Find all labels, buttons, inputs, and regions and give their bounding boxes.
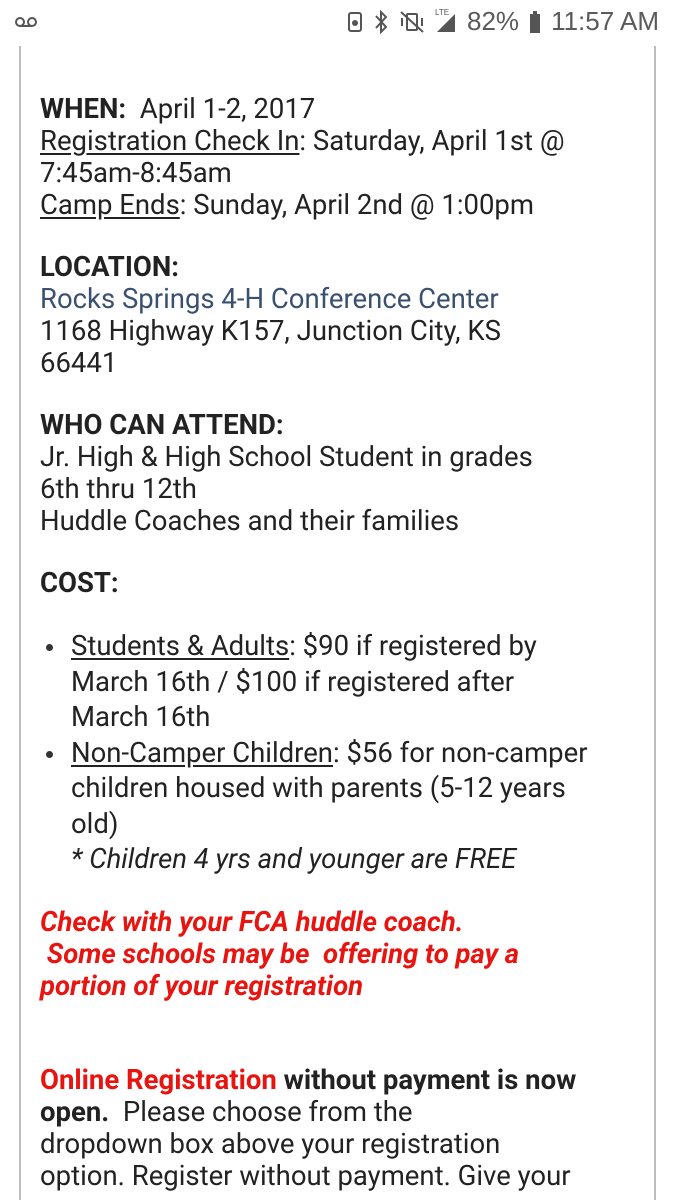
clock: 11:57 AM [551, 6, 659, 36]
address-zip: 66441 [40, 346, 118, 379]
when-value: April 1-2, 2017 [139, 92, 316, 125]
when-label: WHEN: [40, 92, 127, 125]
list-item [40, 735, 645, 842]
address-line: 1168 Highway K157, Junction City, KS [40, 314, 501, 347]
attend-section [40, 409, 645, 537]
cost-note: * Children 4 yrs and younger are FREE [71, 842, 517, 875]
camp-ends-value: : Sunday, April 2nd @ 1:00pm [179, 188, 534, 221]
registration-text: Please choose from the [109, 1094, 413, 1128]
vibrate-icon [399, 10, 425, 34]
cost-item-text: March 16th [71, 700, 211, 733]
when-section [40, 93, 645, 221]
venue-link[interactable]: Rocks Springs 4-H Conference Center [40, 282, 499, 315]
battery-icon [529, 10, 541, 34]
cost-item-text: March 16th / $100 if registered after [71, 664, 515, 698]
cost-item-label: Students & Adults [71, 629, 290, 662]
attend-line-3: Huddle Coaches and their families [40, 504, 460, 537]
cost-section [40, 567, 645, 877]
camp-ends-label: Camp Ends [40, 188, 180, 221]
registration-text: dropdown box above your registration [40, 1126, 501, 1160]
cost-item-label: Non-Camper Children [71, 735, 333, 769]
registration-status: without payment is now [276, 1062, 577, 1096]
network-type: LTE [435, 7, 450, 17]
battery-percent: 82% [467, 6, 520, 36]
content-frame-left [19, 46, 21, 1200]
signal-icon [435, 7, 457, 34]
location-section [40, 251, 645, 379]
cost-list [40, 628, 645, 841]
checkin-value: : Saturday, April 1st @ [299, 124, 565, 157]
content-frame-right [654, 46, 656, 1200]
checkin-label: Registration Check In [40, 124, 300, 157]
cost-label: COST: [40, 566, 119, 599]
status-bar [0, 0, 675, 46]
notice-line: Check with your FCA huddle coach. [40, 904, 464, 938]
registration-status-end: open. [40, 1094, 110, 1128]
cost-item-text: children housed with parents (5-12 years [71, 771, 566, 804]
notification-icon [347, 10, 363, 34]
attend-line-2: 6th thru 12th [40, 472, 197, 505]
list-item [40, 628, 645, 735]
registration-text: option. Register without payment. Give your [40, 1158, 571, 1192]
huddle-coach-notice [40, 906, 645, 1002]
page-content [40, 93, 645, 1192]
notice-line: Some schools may be offering to pay a [40, 936, 520, 970]
registration-section [40, 1064, 645, 1192]
online-registration-link[interactable]: Online Registration [40, 1062, 277, 1096]
cost-item-text: : $56 for non-camper [333, 735, 588, 769]
attend-line-1: Jr. High & High School Student in grades [40, 440, 533, 473]
voicemail-icon [14, 10, 38, 39]
notice-line: portion of your registration [40, 968, 364, 1002]
cost-item-text: old) [71, 806, 119, 840]
status-icons [347, 6, 659, 37]
bluetooth-icon [373, 9, 389, 35]
cost-item-text: : $90 if registered by [289, 629, 537, 662]
location-label: LOCATION: [40, 250, 179, 283]
checkin-time: 7:45am-8:45am [40, 156, 232, 189]
attend-label: WHO CAN ATTEND: [40, 408, 284, 441]
